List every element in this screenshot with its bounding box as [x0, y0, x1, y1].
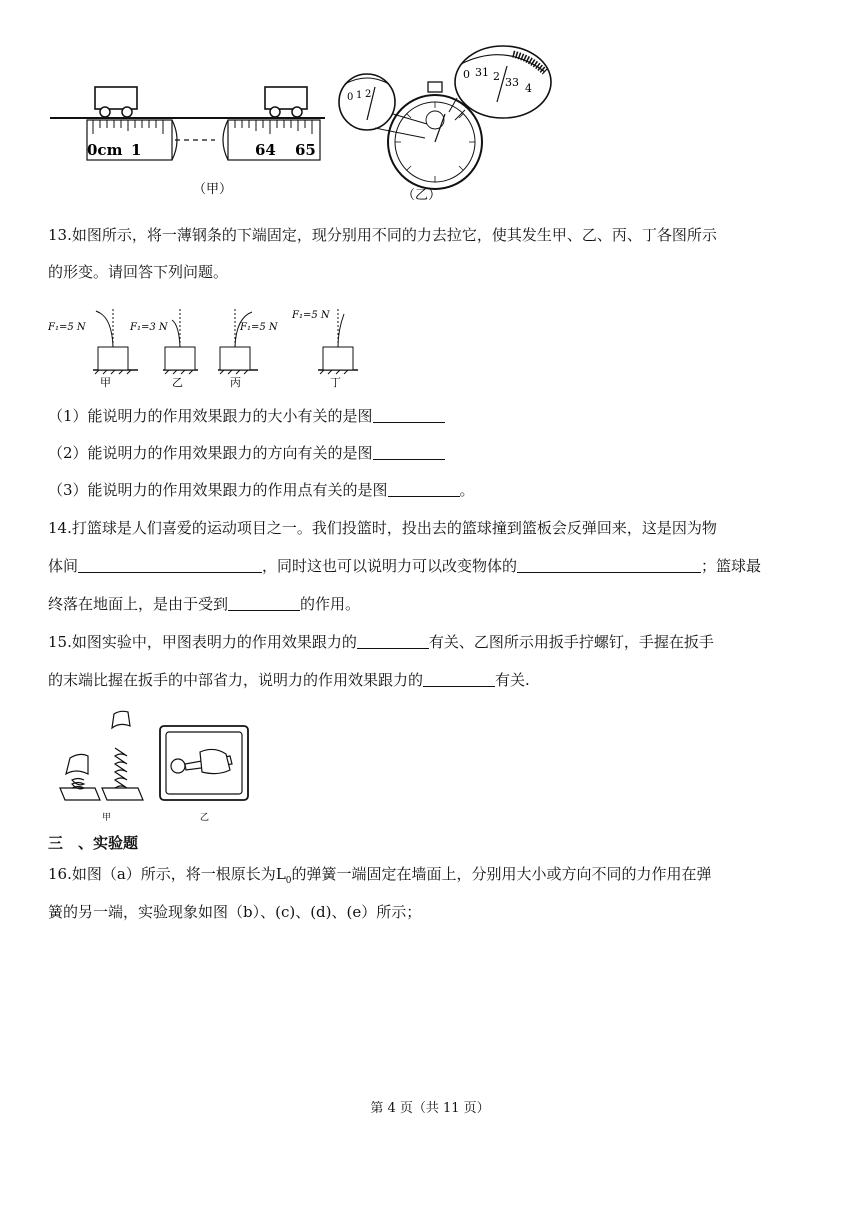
question-14-line-3 [48, 594, 818, 614]
cart-icon [95, 87, 137, 117]
question-text: 的弹簧一端固定在墙面上，分别用大小或方向不同的力作用在弹 [291, 865, 712, 883]
cart-icon [265, 87, 307, 117]
ruler-label: 1 [131, 141, 142, 159]
question-text: 的末端比握在扳手的中部省力，说明力的作用效果跟力的 [48, 671, 424, 689]
symbol-l: L [275, 865, 286, 883]
answer-blank[interactable] [228, 595, 300, 611]
question-text: 15.如图实验中，甲图表明力的作用效果跟力的 [48, 633, 357, 651]
figure-label: 乙 [200, 813, 210, 823]
answer-blank[interactable] [373, 407, 445, 423]
strip-label: 乙 [172, 376, 183, 389]
strip-label: 丁 [330, 376, 341, 389]
question-14-line-1: 14.打篮球是人们喜爱的运动项目之一。我们投篮时，投出去的篮球撞到篮板会反弹回来，这是因为物 [48, 519, 717, 537]
dial-label: 2 [493, 70, 500, 83]
question-text: 16.如图（a）所示，将一根原长为 [48, 865, 276, 883]
sub-question-text: （2）能说明力的作用效果跟力的方向有关的是图 [48, 444, 373, 462]
ruler-label: 64 [255, 141, 276, 159]
question-text: 有关. [495, 671, 530, 689]
dial-label: 0 [347, 92, 354, 103]
caption-yi: （乙） [402, 188, 442, 202]
figure-spring-wrench [50, 708, 260, 826]
question-13-line-2: 的形变。请回答下列问题。 [48, 263, 229, 281]
question-13-sub-3 [48, 480, 818, 500]
strip-label: 甲 [100, 376, 111, 389]
force-label: F₁=3 N [130, 322, 168, 333]
question-13-sub-2 [48, 443, 818, 463]
sub-question-text: （3）能说明力的作用效果跟力的作用点有关的是图 [48, 481, 388, 499]
question-16-line-2: 簧的另一端，实验现象如图（b）、(c)、(d)、(e）所示； [48, 903, 422, 921]
answer-blank[interactable] [423, 671, 495, 687]
question-14-line-2 [48, 556, 818, 576]
dial-label: 4 [525, 82, 532, 95]
answer-blank[interactable] [357, 633, 429, 649]
question-text: ；篮球最 [701, 557, 762, 575]
dial-label: 2 [365, 89, 372, 100]
strip-label: 丙 [230, 376, 241, 389]
question-text: 体间 [48, 557, 79, 575]
dial-label: 33 [505, 76, 519, 89]
answer-blank[interactable] [78, 557, 262, 573]
force-label: F₁=5 N [240, 322, 278, 333]
question-text: ，同时这也可以说明力可以改变物体的 [262, 557, 518, 575]
answer-blank[interactable] [373, 444, 445, 460]
subscript-zero: 0 [285, 876, 292, 886]
punctuation: 。 [459, 481, 475, 499]
force-label: F₁=5 N [48, 322, 86, 333]
section-title: 三 、实验题 [48, 834, 139, 852]
question-text: 的作用。 [300, 595, 361, 613]
caption-jia: （甲） [193, 182, 233, 197]
question-16-line-1 [48, 864, 818, 891]
answer-blank[interactable] [388, 481, 460, 497]
question-15-line-1 [48, 632, 818, 652]
dial-label: 1 [356, 90, 363, 101]
figure-steel-strips [48, 300, 378, 390]
sub-question-text: （1）能说明力的作用效果跟力的大小有关的是图 [48, 407, 373, 425]
ruler-label: 0cm [87, 141, 123, 159]
force-label: F₁=5 N [292, 310, 330, 321]
stopwatch-icon [339, 46, 551, 189]
ruler-label: 65 [295, 141, 316, 159]
question-13-line-1: 13.如图所示，将一薄钢条的下端固定，现分别用不同的力去拉它，使其发生甲、乙、丙、丁各图所示 [48, 226, 717, 244]
page-footer: 第 4 页（共 11 页） [370, 1101, 490, 1116]
dial-label: 0 [463, 68, 470, 81]
question-text: 终落在地面上，是由于受到 [48, 595, 229, 613]
figure-cart-ruler-stopwatch [45, 42, 565, 202]
figure-label: 甲 [102, 813, 112, 823]
question-text: 有关、乙图所示用扳手拧螺钉，手握在扳手 [428, 633, 714, 651]
question-13-sub-1 [48, 406, 818, 426]
dial-label: 31 [475, 66, 489, 79]
question-15-line-2 [48, 670, 818, 690]
answer-blank[interactable] [517, 557, 701, 573]
